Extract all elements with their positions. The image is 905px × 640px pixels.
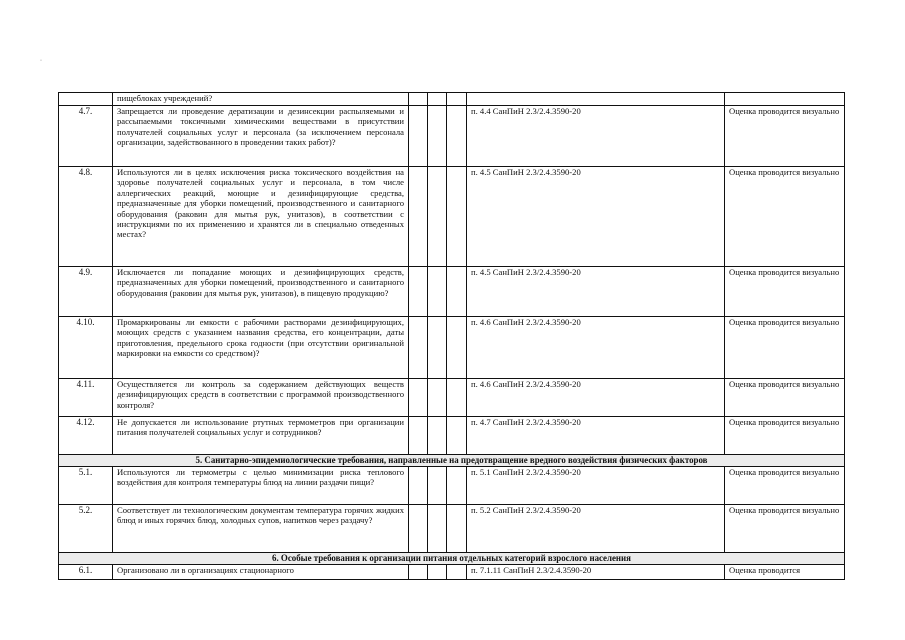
answer-yes-cell bbox=[409, 267, 428, 317]
note-cell: Оценка проводится визуально bbox=[725, 417, 845, 455]
question-cell: Запрещается ли проведение дератизации и дезинсекции распыляемыми и рассыпаемыми токсичными химическими веществами в присутствии получателей социальных услуг и персонала (за исключением персонала организации, задействованного в проведении таких работ)? bbox=[113, 106, 409, 167]
question-cell: Используются ли в целях исключения риска токсического воздействия на здоровье получателей социальных услуг и персонала, в том числе аллергических реакций, моющие и дезинфицирующие средства, предназначенные для уборки помещений, производственного и санитарного оборудования (раковин для мытья рук, унитазов), в соответствии с инструкциями по их применению и хранятся ли в специально отведенных местах? bbox=[113, 167, 409, 267]
answer-na-cell bbox=[447, 267, 467, 317]
answer-yes-cell bbox=[409, 417, 428, 455]
answer-no-cell bbox=[428, 467, 447, 505]
answer-na-cell bbox=[447, 317, 467, 379]
note-cell: Оценка проводится визуально bbox=[725, 317, 845, 379]
answer-yes-cell bbox=[409, 565, 428, 580]
note-cell: Оценка проводится визуально bbox=[725, 467, 845, 505]
answer-yes-cell bbox=[409, 167, 428, 267]
question-cell: пищеблоках учреждений? bbox=[113, 93, 409, 106]
note-cell: Оценка проводится визуально bbox=[725, 106, 845, 167]
note-cell: Оценка проводится визуально bbox=[725, 379, 845, 417]
table-row bbox=[59, 93, 845, 106]
item-number: 4.8. bbox=[59, 167, 113, 267]
answer-na-cell bbox=[447, 417, 467, 455]
answer-yes-cell bbox=[409, 505, 428, 553]
table-row bbox=[59, 317, 845, 379]
item-number: 5.2. bbox=[59, 505, 113, 553]
section-title: 6. Особые требования к организации питания отдельных категорий взрослого населения bbox=[59, 553, 845, 565]
answer-yes-cell bbox=[409, 106, 428, 167]
scan-mark: ˚ bbox=[40, 60, 42, 66]
answer-no-cell bbox=[428, 267, 447, 317]
question-cell: Соответствует ли технологическим документам температура горячих жидких блюд и иных горячих блюд, холодных супов, напитков через раздачу? bbox=[113, 505, 409, 553]
answer-no-cell bbox=[428, 379, 447, 417]
item-number: 4.12. bbox=[59, 417, 113, 455]
answer-yes-cell bbox=[409, 379, 428, 417]
answer-na-cell bbox=[447, 167, 467, 267]
table-row bbox=[59, 167, 845, 267]
question-cell: Организовано ли в организациях стационарного bbox=[113, 565, 409, 580]
table-row bbox=[59, 106, 845, 167]
question-cell: Промаркированы ли емкости с рабочими растворами дезинфицирующих, моющих средств с указанием названия средства, его концентрации, даты приготовления, предельного срока годности (при отсутствии оригинальной маркировки на емкости со средством)? bbox=[113, 317, 409, 379]
answer-na-cell bbox=[447, 565, 467, 580]
table-row bbox=[59, 505, 845, 553]
reference-cell: п. 4.5 СанПиН 2.3/2.4.3590-20 bbox=[467, 167, 725, 267]
reference-cell: п. 4.6 СанПиН 2.3/2.4.3590-20 bbox=[467, 317, 725, 379]
answer-yes-cell bbox=[409, 467, 428, 505]
question-cell: Исключается ли попадание моющих и дезинфицирующих средств, предназначенных для уборки помещений, производственного и санитарного оборудования (раковин для мытья рук, унитазов), в пищевую продукцию? bbox=[113, 267, 409, 317]
table-row bbox=[59, 267, 845, 317]
section-title: 5. Санитарно-эпидемиологические требования, направленные на предотвращение вредного воздействия физических факторов bbox=[59, 455, 845, 467]
checklist-table bbox=[58, 92, 845, 580]
answer-no-cell bbox=[428, 106, 447, 167]
answer-no-cell bbox=[428, 167, 447, 267]
answer-na-cell bbox=[447, 467, 467, 505]
note-cell: Оценка проводится визуально bbox=[725, 267, 845, 317]
reference-cell: п. 5.2 СанПиН 2.3/2.4.3590-20 bbox=[467, 505, 725, 553]
answer-no-cell bbox=[428, 417, 447, 455]
section-header-6 bbox=[59, 553, 845, 565]
item-number: 4.7. bbox=[59, 106, 113, 167]
answer-no-cell bbox=[428, 317, 447, 379]
question-cell: Используются ли термометры с целью минимизации риска теплового воздействия для контроля температуры блюд на линии раздачи пищи? bbox=[113, 467, 409, 505]
section-header-5 bbox=[59, 455, 845, 467]
note-cell: Оценка проводится визуально bbox=[725, 167, 845, 267]
answer-no-cell bbox=[428, 565, 447, 580]
table-row bbox=[59, 417, 845, 455]
reference-cell: п. 4.5 СанПиН 2.3/2.4.3590-20 bbox=[467, 267, 725, 317]
answer-no-cell bbox=[428, 505, 447, 553]
note-cell: Оценка проводится визуально bbox=[725, 505, 845, 553]
item-number: 4.9. bbox=[59, 267, 113, 317]
question-cell: Не допускается ли использование ртутных термометров при организации питания получателей социальных услуг и сотрудников? bbox=[113, 417, 409, 455]
note-cell: Оценка проводится bbox=[725, 565, 845, 580]
item-number: 4.10. bbox=[59, 317, 113, 379]
reference-cell: п. 4.4 СанПиН 2.3/2.4.3590-20 bbox=[467, 106, 725, 167]
item-number: 6.1. bbox=[59, 565, 113, 580]
answer-na-cell bbox=[447, 379, 467, 417]
table-row bbox=[59, 379, 845, 417]
answer-yes-cell bbox=[409, 317, 428, 379]
item-number: 5.1. bbox=[59, 467, 113, 505]
table-row bbox=[59, 467, 845, 505]
answer-na-cell bbox=[447, 505, 467, 553]
item-number: 4.11. bbox=[59, 379, 113, 417]
reference-cell: п. 7.1.11 СанПиН 2.3/2.4.3590-20 bbox=[467, 565, 725, 580]
reference-cell: п. 4.6 СанПиН 2.3/2.4.3590-20 bbox=[467, 379, 725, 417]
answer-na-cell bbox=[447, 106, 467, 167]
reference-cell: п. 4.7 СанПиН 2.3/2.4.3590-20 bbox=[467, 417, 725, 455]
table-row bbox=[59, 565, 845, 580]
reference-cell: п. 5.1 СанПиН 2.3/2.4.3590-20 bbox=[467, 467, 725, 505]
question-cell: Осуществляется ли контроль за содержанием действующих веществ дезинфицирующих средств в соответствии с программой производственного контроля? bbox=[113, 379, 409, 417]
